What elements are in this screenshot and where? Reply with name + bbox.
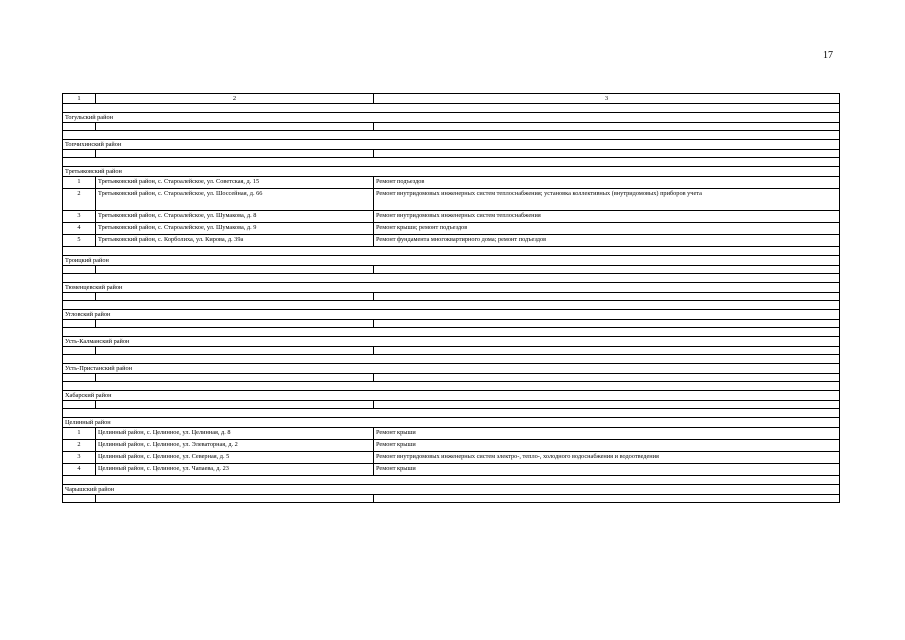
empty-cell (63, 495, 96, 503)
district-heading: Хабарский район (63, 391, 840, 401)
section-spacer-cell (63, 247, 840, 256)
district-heading: Усть-Калманский район (63, 337, 840, 347)
district-heading: Усть-Пристанский район (63, 364, 840, 374)
row-number: 4 (63, 223, 96, 235)
row-number: 4 (63, 464, 96, 476)
district-heading: Тюменцевский район (63, 283, 840, 293)
empty-cell (63, 266, 96, 274)
empty-row (63, 495, 840, 503)
section-spacer-cell (63, 409, 840, 418)
section-spacer (63, 328, 840, 337)
empty-cell (63, 150, 96, 158)
section-spacer (63, 274, 840, 283)
page-number: 17 (823, 50, 833, 61)
empty-cell (374, 495, 840, 503)
district-heading-row (63, 485, 840, 495)
empty-cell (63, 293, 96, 301)
empty-cell (96, 266, 374, 274)
district-heading-row (63, 283, 840, 293)
row-number: 2 (63, 440, 96, 452)
table-row (63, 223, 840, 235)
address-cell: Целинный район, с. Целинное, ул. Северная, д. 5 (96, 452, 374, 464)
work-type-cell: Ремонт крыши; ремонт подъездов (374, 223, 840, 235)
district-heading-row (63, 113, 840, 123)
work-type-cell: Ремонт внутридомовых инженерных систем теплоснабжения; установка коллективных (внутридомовых) приборов учета (374, 189, 840, 211)
work-type-cell: Ремонт крыши (374, 440, 840, 452)
district-heading-row (63, 310, 840, 320)
column-number-row (63, 94, 840, 104)
empty-cell (96, 401, 374, 409)
table-row (63, 464, 840, 476)
table-row (63, 452, 840, 464)
section-spacer-cell (63, 158, 840, 167)
section-spacer-cell (63, 382, 840, 391)
empty-cell (63, 347, 96, 355)
section-spacer (63, 409, 840, 418)
row-number: 5 (63, 235, 96, 247)
section-spacer-cell (63, 274, 840, 283)
work-type-cell: Ремонт внутридомовых инженерных систем электро-, тепло-, холодного водоснабжения и водоотведения (374, 452, 840, 464)
repair-table (62, 93, 840, 503)
district-heading: Троицкий район (63, 256, 840, 266)
empty-row (63, 374, 840, 382)
address-cell: Третьяковский район, с. Староалейское, ул. Советская, д. 15 (96, 177, 374, 189)
district-heading-row (63, 418, 840, 428)
work-type-cell: Ремонт внутридомовых инженерных систем теплоснабжения (374, 211, 840, 223)
address-cell: Целинный район, с. Целинное, ул. Элеваторная, д. 2 (96, 440, 374, 452)
row-number: 1 (63, 177, 96, 189)
empty-cell (96, 347, 374, 355)
empty-cell (374, 347, 840, 355)
empty-cell (63, 320, 96, 328)
empty-row (63, 123, 840, 131)
table-row (63, 440, 840, 452)
district-heading-row (63, 364, 840, 374)
empty-cell (63, 123, 96, 131)
empty-cell (374, 266, 840, 274)
empty-row (63, 150, 840, 158)
section-spacer (63, 382, 840, 391)
column-number-2: 2 (96, 94, 374, 104)
column-number-1: 1 (63, 94, 96, 104)
empty-row (63, 401, 840, 409)
work-type-cell: Ремонт фундамента многоквартирного дома; ремонт подъездов (374, 235, 840, 247)
table-row (63, 189, 840, 211)
work-type-cell: Ремонт крыши (374, 428, 840, 440)
district-heading-row (63, 256, 840, 266)
district-heading: Третьяковский район (63, 167, 840, 177)
empty-cell (96, 374, 374, 382)
table-row (63, 428, 840, 440)
section-spacer-cell (63, 328, 840, 337)
section-spacer (63, 355, 840, 364)
district-heading: Топчихинский район (63, 140, 840, 150)
empty-row (63, 320, 840, 328)
empty-cell (96, 123, 374, 131)
empty-cell (374, 293, 840, 301)
empty-cell (96, 495, 374, 503)
empty-cell (374, 150, 840, 158)
table-row (63, 211, 840, 223)
section-spacer-cell (63, 476, 840, 485)
row-number: 1 (63, 428, 96, 440)
district-heading: Целинный район (63, 418, 840, 428)
table-row (63, 235, 840, 247)
section-spacer-cell (63, 355, 840, 364)
table-body (63, 94, 840, 503)
row-number: 2 (63, 189, 96, 211)
district-heading: Тогульский район (63, 113, 840, 123)
work-type-cell: Ремонт подъездов (374, 177, 840, 189)
table-row (63, 177, 840, 189)
district-heading: Угловский район (63, 310, 840, 320)
district-heading-row (63, 140, 840, 150)
empty-cell (63, 401, 96, 409)
column-number-3: 3 (374, 94, 840, 104)
empty-cell (96, 320, 374, 328)
work-type-cell: Ремонт крыши (374, 464, 840, 476)
address-cell: Третьяковский район, с. Корболиха, ул. Кирова, д. 39а (96, 235, 374, 247)
empty-cell (374, 374, 840, 382)
section-spacer-cell (63, 131, 840, 140)
section-spacer (63, 104, 840, 113)
section-spacer (63, 476, 840, 485)
section-spacer (63, 131, 840, 140)
district-heading: Чарышский район (63, 485, 840, 495)
section-spacer (63, 247, 840, 256)
row-number: 3 (63, 452, 96, 464)
address-cell: Целинный район, с. Целинное, ул. Целинная, д. 8 (96, 428, 374, 440)
row-number: 3 (63, 211, 96, 223)
section-spacer-cell (63, 301, 840, 310)
district-heading-row (63, 167, 840, 177)
empty-cell (96, 293, 374, 301)
address-cell: Третьяковский район, с. Староалейское, ул. Шоссейная, д. 66 (96, 189, 374, 211)
district-heading-row (63, 391, 840, 401)
section-spacer-cell (63, 104, 840, 113)
empty-row (63, 347, 840, 355)
address-cell: Целинный район, с. Целинное, ул. Чапаева, д. 23 (96, 464, 374, 476)
empty-cell (374, 123, 840, 131)
district-heading-row (63, 337, 840, 347)
section-spacer (63, 301, 840, 310)
empty-cell (96, 150, 374, 158)
section-spacer (63, 158, 840, 167)
empty-cell (374, 320, 840, 328)
address-cell: Третьяковский район, с. Староалейское, ул. Шумакова, д. 9 (96, 223, 374, 235)
empty-row (63, 293, 840, 301)
empty-cell (374, 401, 840, 409)
empty-row (63, 266, 840, 274)
address-cell: Третьяковский район, с. Староалейское, ул. Шумакова, д. 8 (96, 211, 374, 223)
empty-cell (63, 374, 96, 382)
